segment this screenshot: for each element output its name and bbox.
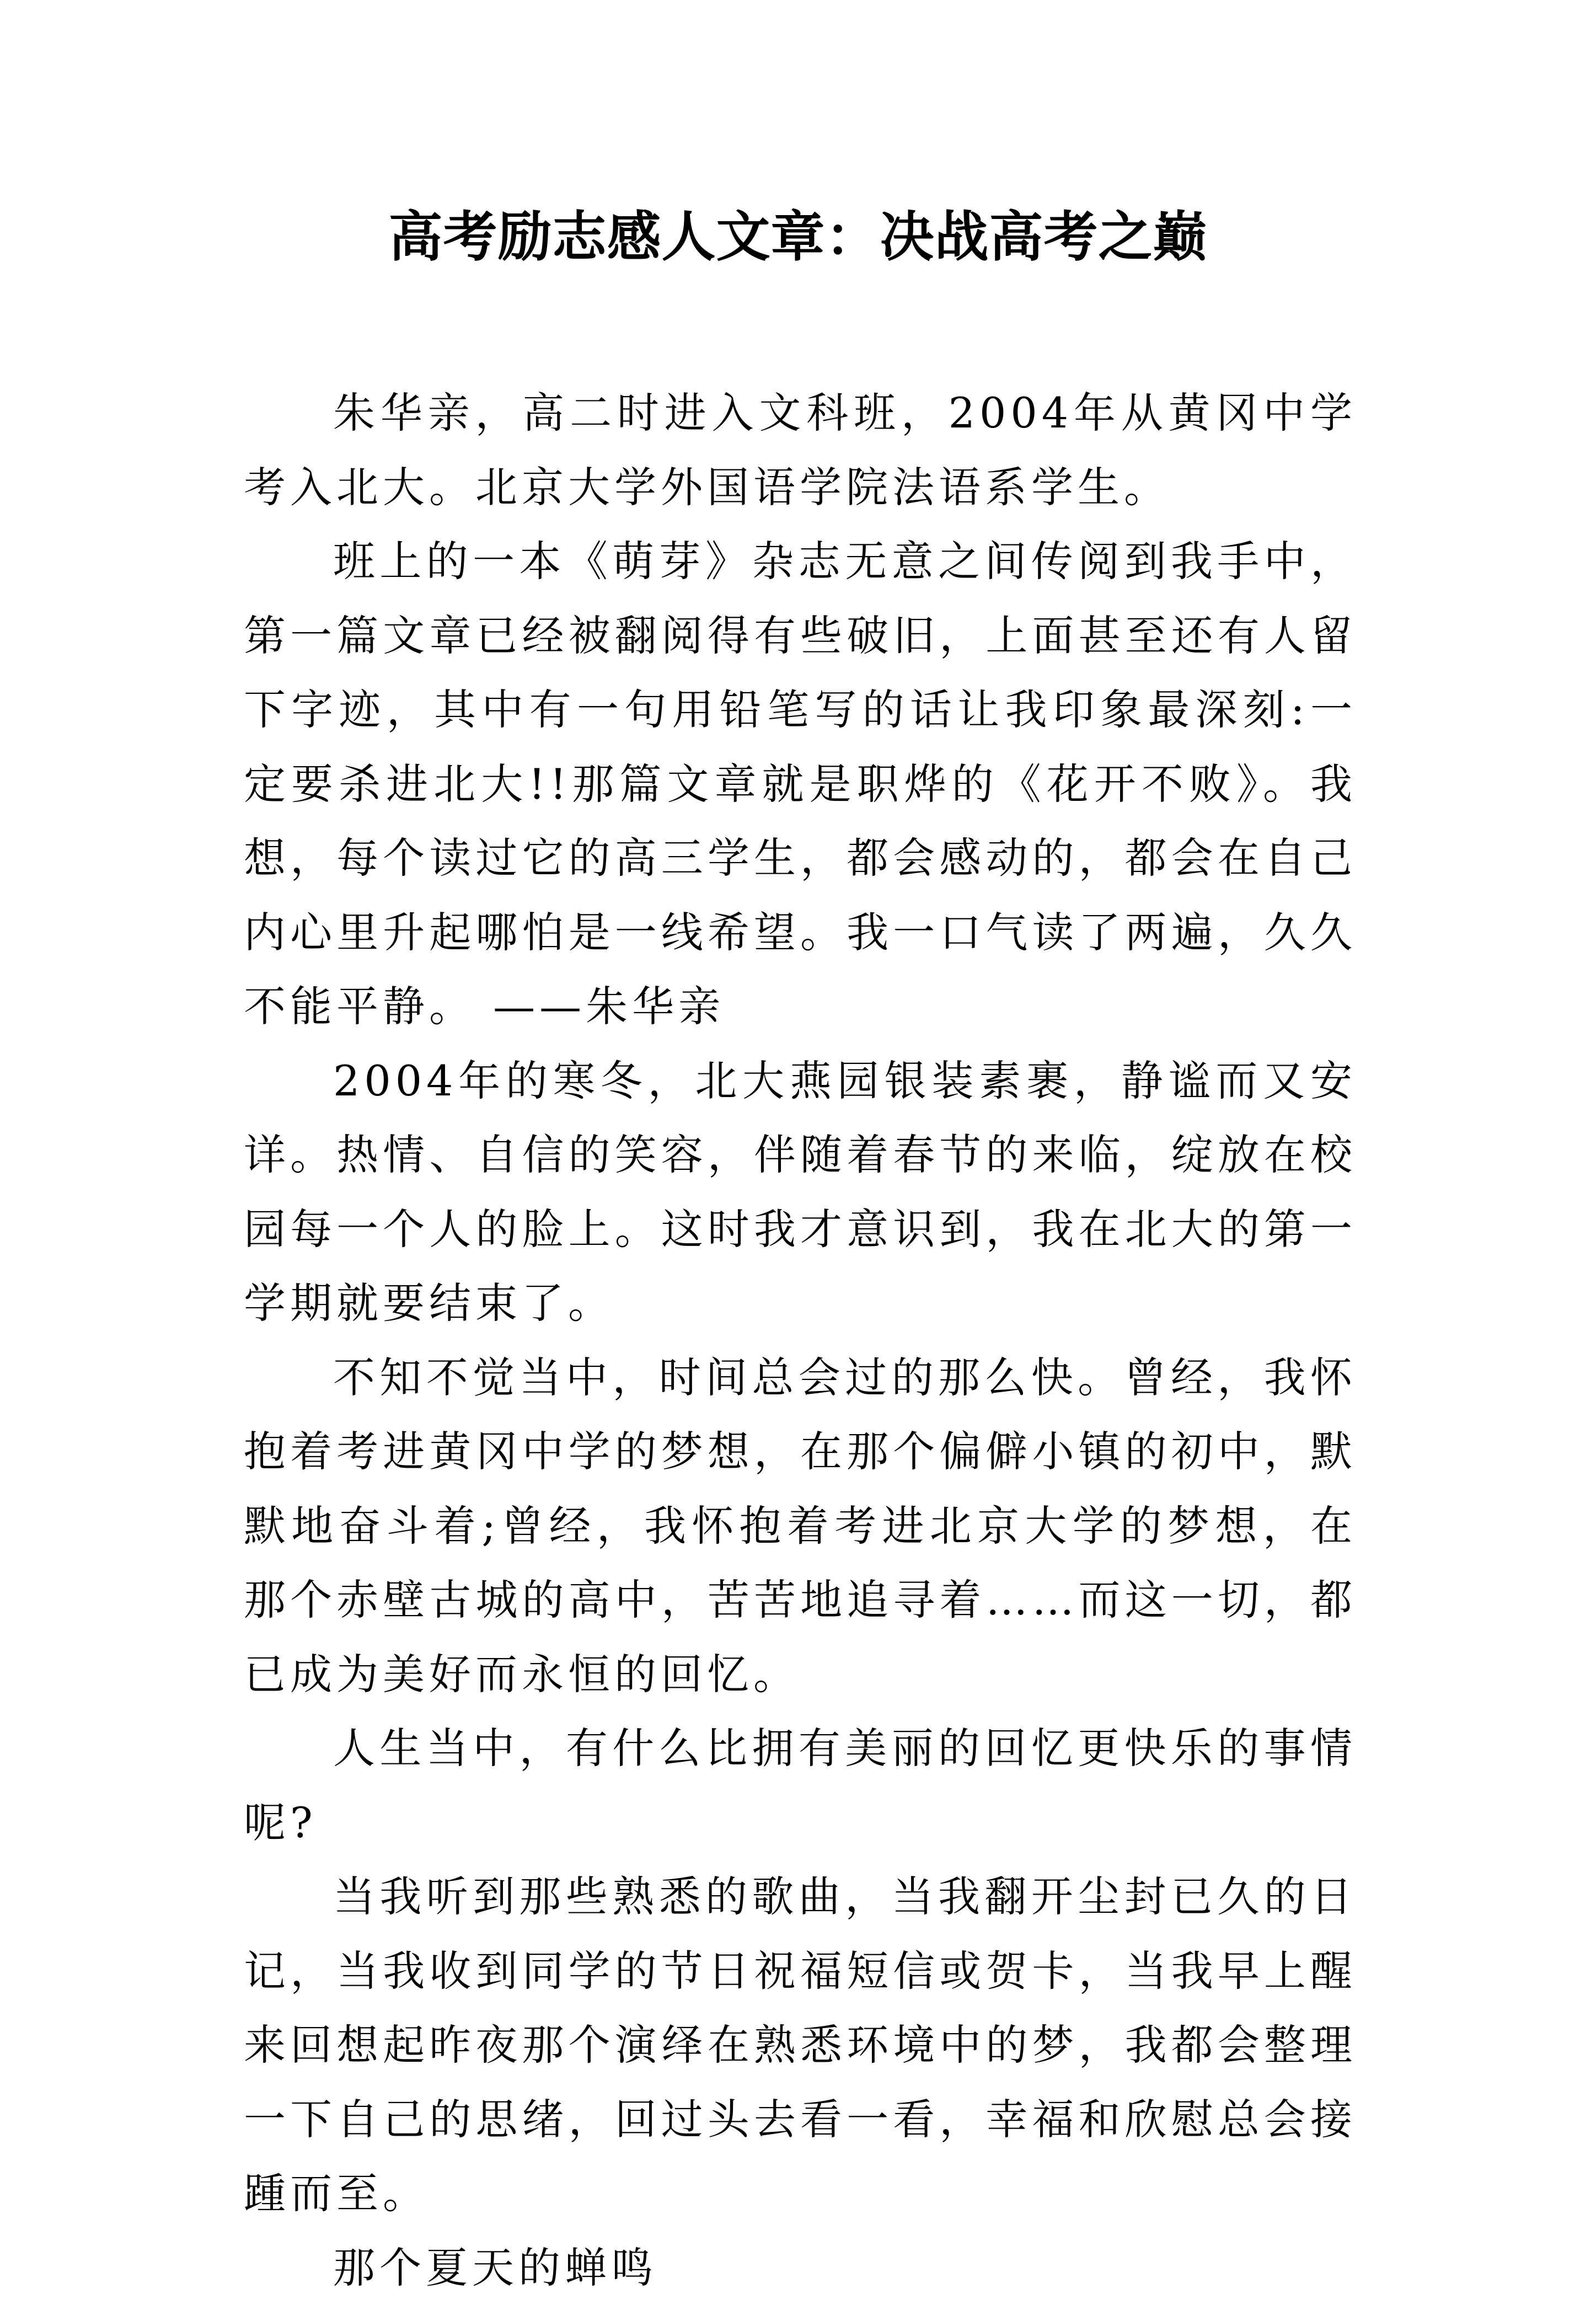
paragraph-memories: 不知不觉当中，时间总会过的那么快。曾经，我怀抱着考进黄冈中学的梦想，在那个偏僻小镇的初中，默默地奋斗着;曾经，我怀抱着考进北京大学的梦想，在那个赤壁古城的高中，苦苦地追寻着……而这一切，都已成为美好而永恒的回忆。 <box>244 1341 1357 1712</box>
paragraph-intro: 朱华亲，高二时进入文科班，2004年从黄冈中学考入北大。北京大学外国语学院法语系学生。 <box>244 376 1357 525</box>
paragraph-recall: 当我听到那些熟悉的歌曲，当我翻开尘封已久的日记，当我收到同学的节日祝福短信或贺卡，当我早上醒来回想起昨夜那个演绎在熟悉环境中的梦，我都会整理一下自己的思绪，回过头去看一看，幸福和欣慰总会接踵而至。 <box>244 1860 1357 2231</box>
document-body <box>244 376 1357 2305</box>
paragraph-winter: 2004年的寒冬，北大燕园银装素裹，静谧而又安详。热情、自信的笑容，伴随着春节的来临，绽放在校园每一个人的脸上。这时我才意识到，我在北大的第一学期就要结束了。 <box>244 1044 1357 1341</box>
paragraph-question: 人生当中，有什么比拥有美丽的回忆更快乐的事情呢? <box>244 1712 1357 1860</box>
paragraph-mengya: 班上的一本《萌芽》杂志无意之间传阅到我手中，第一篇文章已经被翻阅得有些破旧，上面甚至还有人留下字迹，其中有一句用铅笔写的话让我印象最深刻:一定要杀进北大!!那篇文章就是职烨的《花开不败》。我想，每个读过它的高三学生，都会感动的，都会在自己内心里升起哪怕是一线希望。我一口气读了两遍，久久不能平静。 ——朱华亲 <box>244 525 1357 1044</box>
paragraph-summer-heading: 那个夏天的蝉鸣 <box>244 2231 1357 2305</box>
document-title: 高考励志感人文章：决战高考之巅 <box>0 196 1596 279</box>
